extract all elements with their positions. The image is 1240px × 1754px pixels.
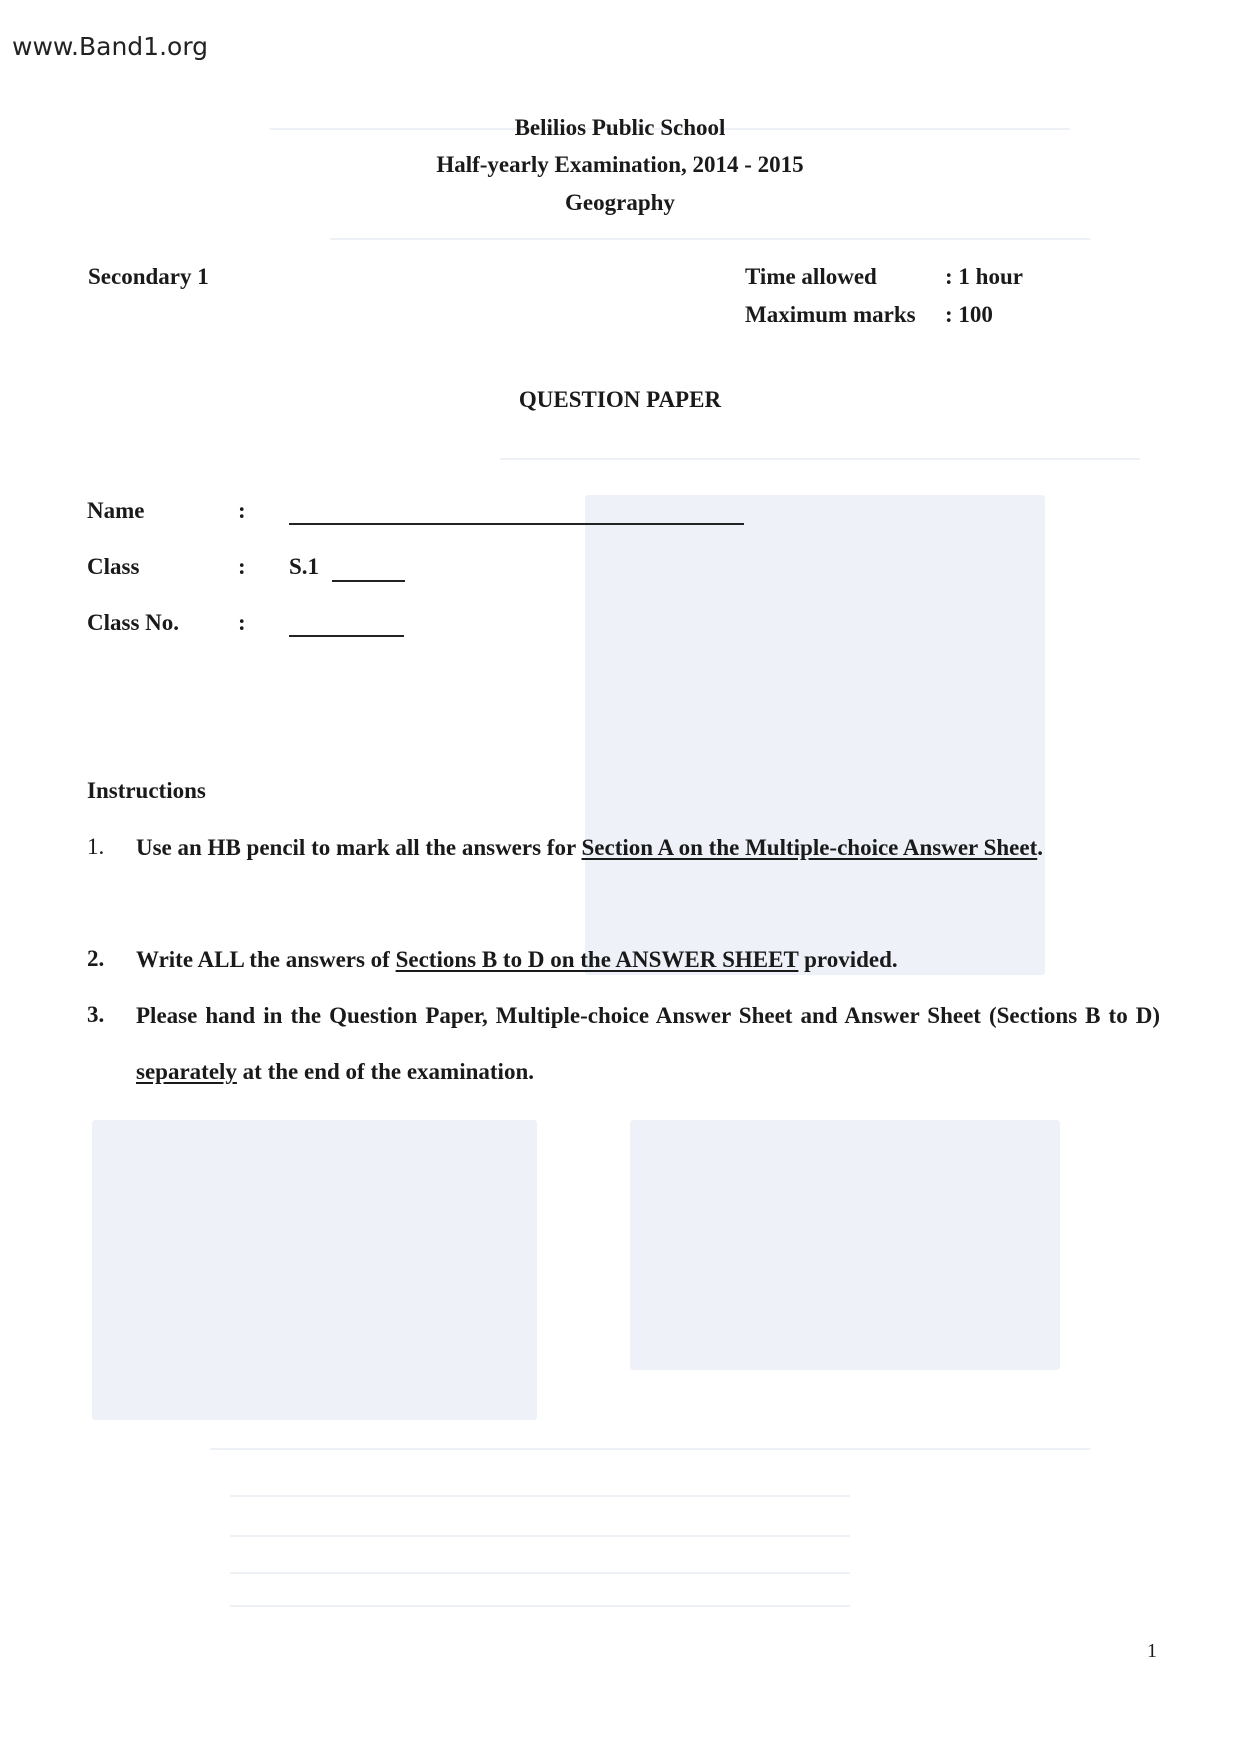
name-field-line[interactable]: [289, 523, 744, 525]
instruction-2: Write ALL the answers of Sections B to D on the ANSWER SHEET provided.: [136, 947, 898, 972]
exam-title: Half-yearly Examination, 2014 - 2015: [436, 152, 804, 177]
bleed-through-photo-bottom-right: [630, 1120, 1060, 1370]
level-label: Secondary 1: [88, 264, 209, 289]
page-number: 1: [1147, 1640, 1157, 1662]
name-label: Name: [87, 498, 145, 523]
name-colon: :: [238, 498, 246, 523]
paper-title: QUESTION PAPER: [518, 387, 722, 412]
maximum-marks-label: Maximum marks: [745, 302, 916, 327]
school-name: Belilios Public School: [514, 115, 726, 140]
watermark-url: www.Band1.org: [12, 32, 209, 61]
bleed-through-line: [230, 1605, 850, 1607]
instruction-number: 3.: [87, 1002, 105, 1027]
bleed-through-line: [500, 458, 1140, 460]
instructions-title: Instructions: [87, 778, 206, 803]
class-label: Class: [87, 554, 140, 579]
bleed-through-line: [230, 1572, 850, 1574]
class-no-colon: :: [238, 610, 246, 635]
class-no-field-line[interactable]: [289, 635, 404, 637]
instruction-1: Use an HB pencil to mark all the answers for Section A on the Multiple-choice Answer Sheet.: [136, 835, 1043, 860]
time-allowed-label: Time allowed: [745, 264, 877, 289]
class-colon: :: [238, 554, 246, 579]
class-no-label: Class No.: [87, 610, 180, 635]
bleed-through-line: [230, 1495, 850, 1497]
class-prefix: S.1: [289, 554, 320, 579]
bleed-through-photo-right: [585, 495, 1045, 975]
time-allowed-value: : 1 hour: [945, 264, 1023, 289]
subject-title: Geography: [565, 190, 675, 215]
bleed-through-line: [210, 1448, 1090, 1450]
bleed-through-line: [330, 238, 1090, 240]
bleed-through-photo-bottom-left: [92, 1120, 537, 1420]
instruction-number: 2.: [87, 946, 105, 971]
class-field-line[interactable]: [332, 580, 405, 582]
bleed-through-line: [230, 1535, 850, 1537]
instruction-3: Please hand in the Question Paper, Multiple-choice Answer Sheet and Answer Sheet (Sections B to D) separately at the end of the examination.: [136, 1003, 1160, 1084]
maximum-marks-value: : 100: [945, 302, 993, 327]
instruction-number: 1.: [87, 834, 105, 859]
